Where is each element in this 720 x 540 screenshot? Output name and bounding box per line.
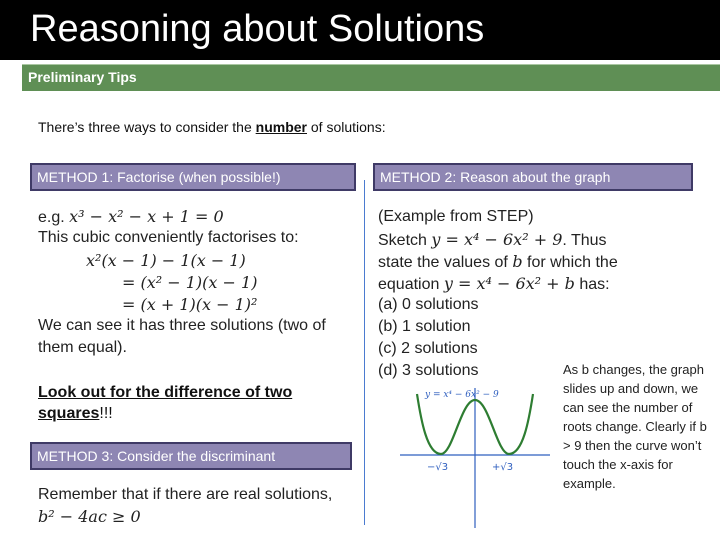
method3-header xyxy=(30,442,352,470)
difference-of-squares-tip xyxy=(38,382,308,424)
tick-neg-root3: −√3 xyxy=(427,462,449,473)
method1-line2: This cubic conveniently factorises to: xyxy=(38,229,299,246)
method2-prefix: METHOD 2: xyxy=(380,169,457,185)
intro-after: of solutions: xyxy=(306,119,386,135)
method1-header xyxy=(30,163,356,191)
graph-note: As b changes, the graph slides up and down, we can see the number of roots change. Clearly if b > 9 then the curve won’t touch the x-axis for example. xyxy=(563,362,707,491)
method3-title: Consider the discriminant xyxy=(113,448,276,464)
method2-line4 xyxy=(378,274,610,294)
sketch-label: Sketch xyxy=(378,232,432,249)
column-divider xyxy=(364,180,365,525)
factor-step1: x²(x − 1) − 1(x − 1) xyxy=(86,251,246,270)
method1-line4: them equal). xyxy=(38,339,127,356)
cubic-equation: x³ − x² − x + 1 = 0 xyxy=(69,207,224,226)
method1-example xyxy=(38,207,224,227)
warn-rest: !!! xyxy=(99,405,113,422)
intro-text xyxy=(38,119,386,135)
option-b: (b) 1 solution xyxy=(378,318,471,335)
for-which-label: for which the xyxy=(522,254,618,271)
slide-title: Reasoning about Solutions xyxy=(30,8,485,50)
factor-step2: = (x² − 1)(x − 1) xyxy=(122,273,258,292)
method3-prefix: METHOD 3: xyxy=(37,448,114,464)
slide-subtitle: Preliminary Tips xyxy=(28,69,137,85)
thus-label: . Thus xyxy=(562,232,607,249)
method2-header xyxy=(373,163,693,191)
sketch-equation: y = x⁴ − 6x² + 9 xyxy=(431,230,563,249)
graph-label: y = x⁴ − 6x² − 9 xyxy=(425,390,499,400)
has-label: has: xyxy=(574,276,610,293)
eg-label: e.g. xyxy=(38,209,70,226)
option-c: (c) 2 solutions xyxy=(378,340,478,357)
subtitle-bar xyxy=(22,64,720,91)
intro-keyword: number xyxy=(255,119,307,135)
tick-pos-root3: +√3 xyxy=(492,462,514,473)
parametric-equation: y = x⁴ − 6x² + b xyxy=(443,274,575,293)
values-label: state the values of xyxy=(378,254,513,271)
method1-title: Factorise (when possible!) xyxy=(113,169,281,185)
quartic-graph xyxy=(395,380,555,530)
method2-title: Reason about the graph xyxy=(456,169,611,185)
title-bar xyxy=(0,0,720,60)
equation-label: equation xyxy=(378,276,444,293)
b-variable: b xyxy=(512,252,523,271)
option-d: (d) 3 solutions xyxy=(378,362,479,379)
method3-line1: Remember that if there are real solutions, xyxy=(38,486,333,503)
intro-before: There’s three ways to consider the xyxy=(38,119,256,135)
method1-prefix: METHOD 1: xyxy=(37,169,114,185)
option-a: (a) 0 solutions xyxy=(378,296,479,313)
factor-step3: = (x + 1)(x − 1)² xyxy=(122,295,258,314)
method2-line1: (Example from STEP) xyxy=(378,208,534,225)
warn-bold: Look out for the difference of two squares xyxy=(38,384,293,422)
method2-line2 xyxy=(378,230,607,250)
method2-line3 xyxy=(378,252,618,272)
method1-line3: We can see it has three solutions (two of xyxy=(38,317,326,334)
discriminant-inequality: b² − 4ac ≥ 0 xyxy=(38,507,141,526)
